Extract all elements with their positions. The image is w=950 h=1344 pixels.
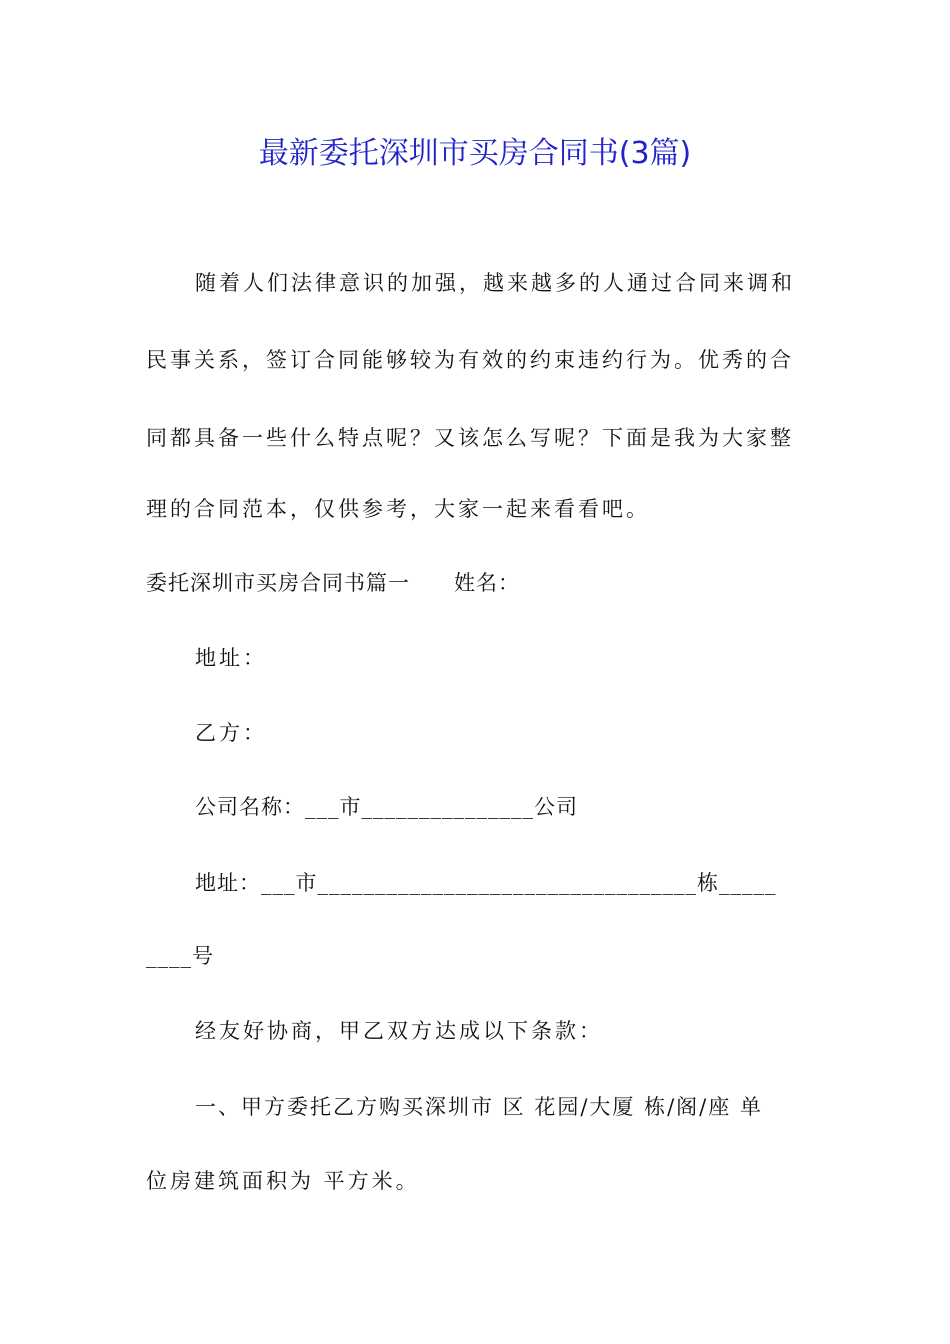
clause-1-line-1: 一、甲方委托乙方购买深圳市 区 花园/大厦 栋/阁/座 单	[195, 1095, 763, 1119]
company-name-field: 公司名称：___市_______________公司	[195, 795, 578, 819]
intro-paragraph-line-4: 理的合同范本，仅供参考，大家一起来看看吧。	[146, 497, 650, 521]
intro-paragraph-line-3: 同都具备一些什么特点呢？又该怎么写呢？下面是我为大家整	[146, 426, 794, 450]
document-title: 最新委托深圳市买房合同书(3篇)	[258, 136, 692, 171]
intro-paragraph-line-2: 民事关系，签订合同能够较为有效的约束违约行为。优秀的合	[146, 348, 794, 372]
section-heading: 委托深圳市买房合同书篇一 姓名：	[146, 571, 520, 595]
party-a-address-field: 地址：	[195, 646, 267, 670]
company-address-field-line-1: 地址：___市_________________________________栋_____	[195, 871, 777, 895]
agreement-intro: 经友好协商，甲乙双方达成以下条款：	[195, 1019, 603, 1043]
party-b-label: 乙方：	[195, 721, 267, 745]
intro-paragraph-line-1: 随着人们法律意识的加强，越来越多的人通过合同来调和	[195, 271, 795, 295]
clause-1-line-2: 位房建筑面积为 平方米。	[146, 1169, 420, 1193]
company-address-field-line-2: ____号	[146, 944, 214, 968]
